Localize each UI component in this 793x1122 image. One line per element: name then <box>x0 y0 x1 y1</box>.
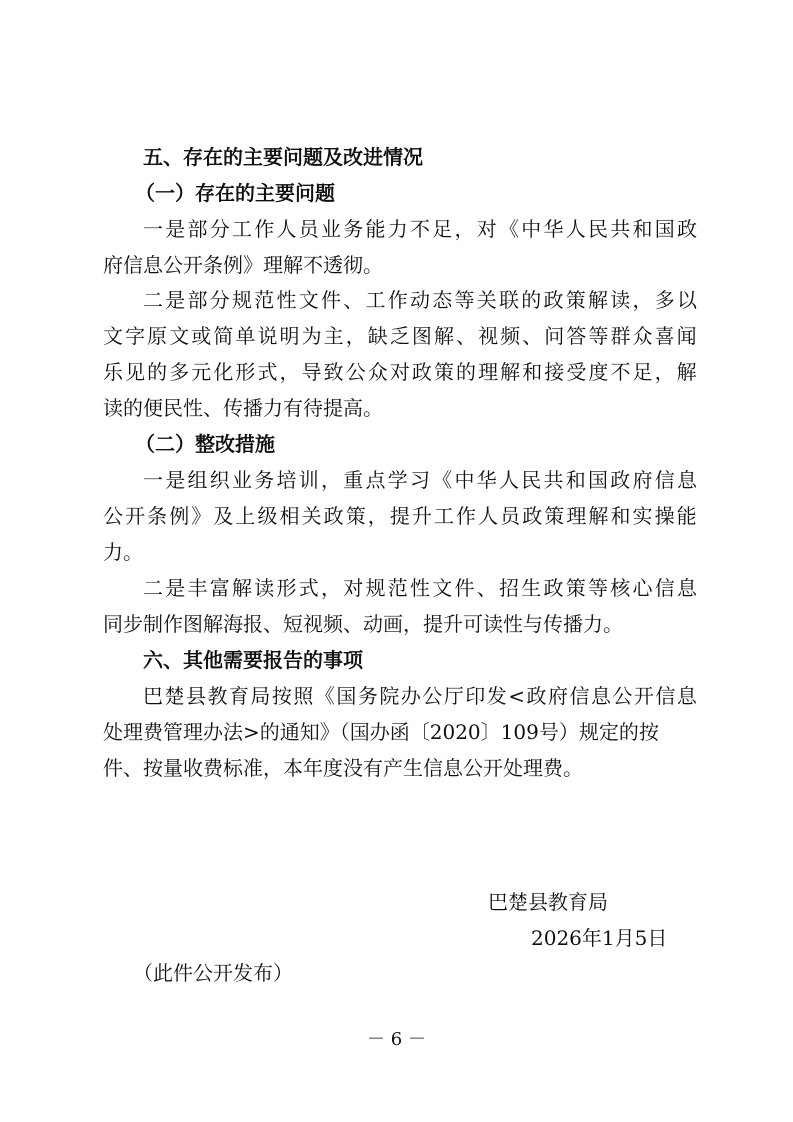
publication-note: （此件公开发布） <box>133 961 293 985</box>
s5-p2-line2: 文 字 原 文 或 简 单 说 明 为 主 ， 缺 乏 图 解 、 视 频 、 问 答 等 群 众 喜 闻 <box>103 324 697 348</box>
s5-p2-line3: 乐 见 的 多 元 化 形 式 ， 导 致 公 众 对 政 策 的 理 解 和 接 受 度 不 足 ， 解 <box>103 360 697 384</box>
s5-p4-line1: 二 是 丰 富 解 读 形 式 ， 对 规 范 性 文 件 、 招 生 政 策 等 核 心 信 息 <box>143 576 697 600</box>
section5-heading: 五、存在的主要问题及改进情况 <box>143 145 423 169</box>
s5-p4-line2: 同步制作图解海报、短视频、动画，提升可读性与传播力。 <box>103 612 623 636</box>
s6-p1-line3: 件、按量收费标准，本年度没有产生信息公开处理费。 <box>103 756 583 780</box>
s5-p1-line1: 一 是 部 分 工 作 人 员 业 务 能 力 不 足 ， 对 《 中 华 人 民 共 和 国 政 <box>143 217 697 241</box>
section6-heading: 六、其他需要报告的事项 <box>143 648 363 672</box>
subsection2-heading: （二）整改措施 <box>135 432 275 456</box>
s6-p1-line1: 巴 楚 县 教 育 局 按 照 《 国 务 院 办 公 厅 印 发 < 政 府 信 息 公 开 信 息 <box>143 684 697 708</box>
s5-p2-line1: 二 是 部 分 规 范 性 文 件 、 工 作 动 态 等 关 联 的 政 策 解 读 ， 多 以 <box>143 288 697 312</box>
signature-org: 巴楚县教育局 <box>488 890 608 914</box>
s6-p1-line2: 处理费管理办法>的通知》（国办函〔2020〕109号）规定的按 <box>103 720 659 744</box>
s5-p3-line2: 公 开 条 例 》 及 上 级 相 关 政 策 ， 提 升 工 作 人 员 政 策 理 解 和 实 操 能 <box>103 504 697 528</box>
signature-date: 2026年1月5日 <box>531 926 668 950</box>
page-number: － 6 － <box>367 1029 426 1050</box>
subsection1-heading: （一）存在的主要问题 <box>135 181 335 205</box>
s5-p3-line3: 力。 <box>103 540 143 564</box>
s5-p3-line1: 一 是 组 织 业 务 培 训 ， 重 点 学 习 《 中 华 人 民 共 和 国 政 府 信 息 <box>143 468 697 492</box>
s5-p1-line2: 府信息公开条例》理解不透彻。 <box>103 253 383 277</box>
s5-p2-line4: 读的便民性、传播力有待提高。 <box>103 396 383 420</box>
